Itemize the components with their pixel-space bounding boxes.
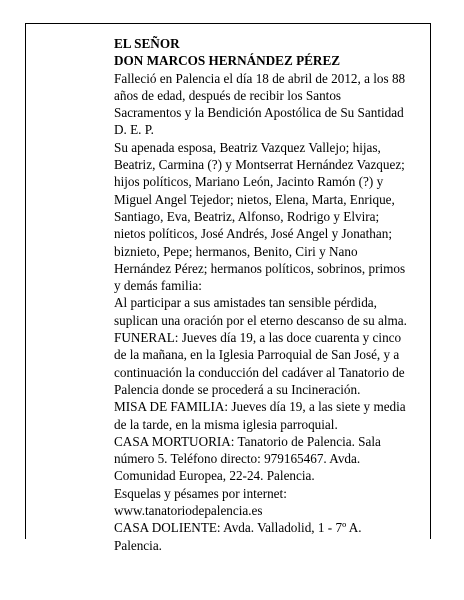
family-mass-info: MISA DE FAMILIA: Jueves día 19, a las siete y media de la tarde, en la misma iglesia parroquial. [114, 399, 406, 432]
family-list: Su apenada esposa, Beatriz Vazquez Vallejo; hijas, Beatriz, Carmina (?) y Montserrat Hernández Vazquez; hijos políticos, Mariano León, Jacinto Ramón (?) y Miguel Angel Tejedor; nietos, Elena, Marta, Enrique, Santiago, Eva, Beatriz, Alfonso, Rodrigo y Elvira; nietos políticos, José Andrés, José Angel y Jonathan; biznieto, Pepe; hermanos, Benito, Ciri y Nano Hernández Pérez; hermanos políticos, sobrinos, primos y demás familia: [114, 139, 406, 294]
online-condolences: Esquelas y pésames por internet: www.tanatoriodepalencia.es [114, 485, 287, 519]
mortuary-info: CASA MORTUORIA: Tanatorio de Palencia. Sala número 5. Teléfono directo: 979165467. Avda. Comunidad Europea, 22-24. Palencia. [114, 433, 381, 484]
obituary-text [114, 35, 424, 554]
prayer-request: Al participar a sus amistades tan sensible pérdida, suplican una oración por el eterno descanso de su alma. [114, 295, 407, 328]
deceased-name: DON MARCOS HERNÁNDEZ PÉREZ [114, 53, 341, 69]
funeral-info: FUNERAL: Jueves día 19, a las doce cuarenta y cinco de la mañana, en la Iglesia Parroquial de San José, y a continuación la conducción del cadáver al Tanatorio de Palencia donde se procederá a su Incineración. [114, 330, 405, 397]
obituary-heading: EL SEÑOR [114, 36, 180, 51]
death-notice: Falleció en Palencia el día 18 de abril de 2012, a los 88 años de edad, después de recibir los Santos Sacramentos y la Bendición Apostólica de Su Santidad D. E. P. [114, 70, 406, 138]
mourning-house-info: CASA DOLIENTE: Avda. Valladolid, 1 - 7º A. Palencia. [114, 520, 362, 553]
